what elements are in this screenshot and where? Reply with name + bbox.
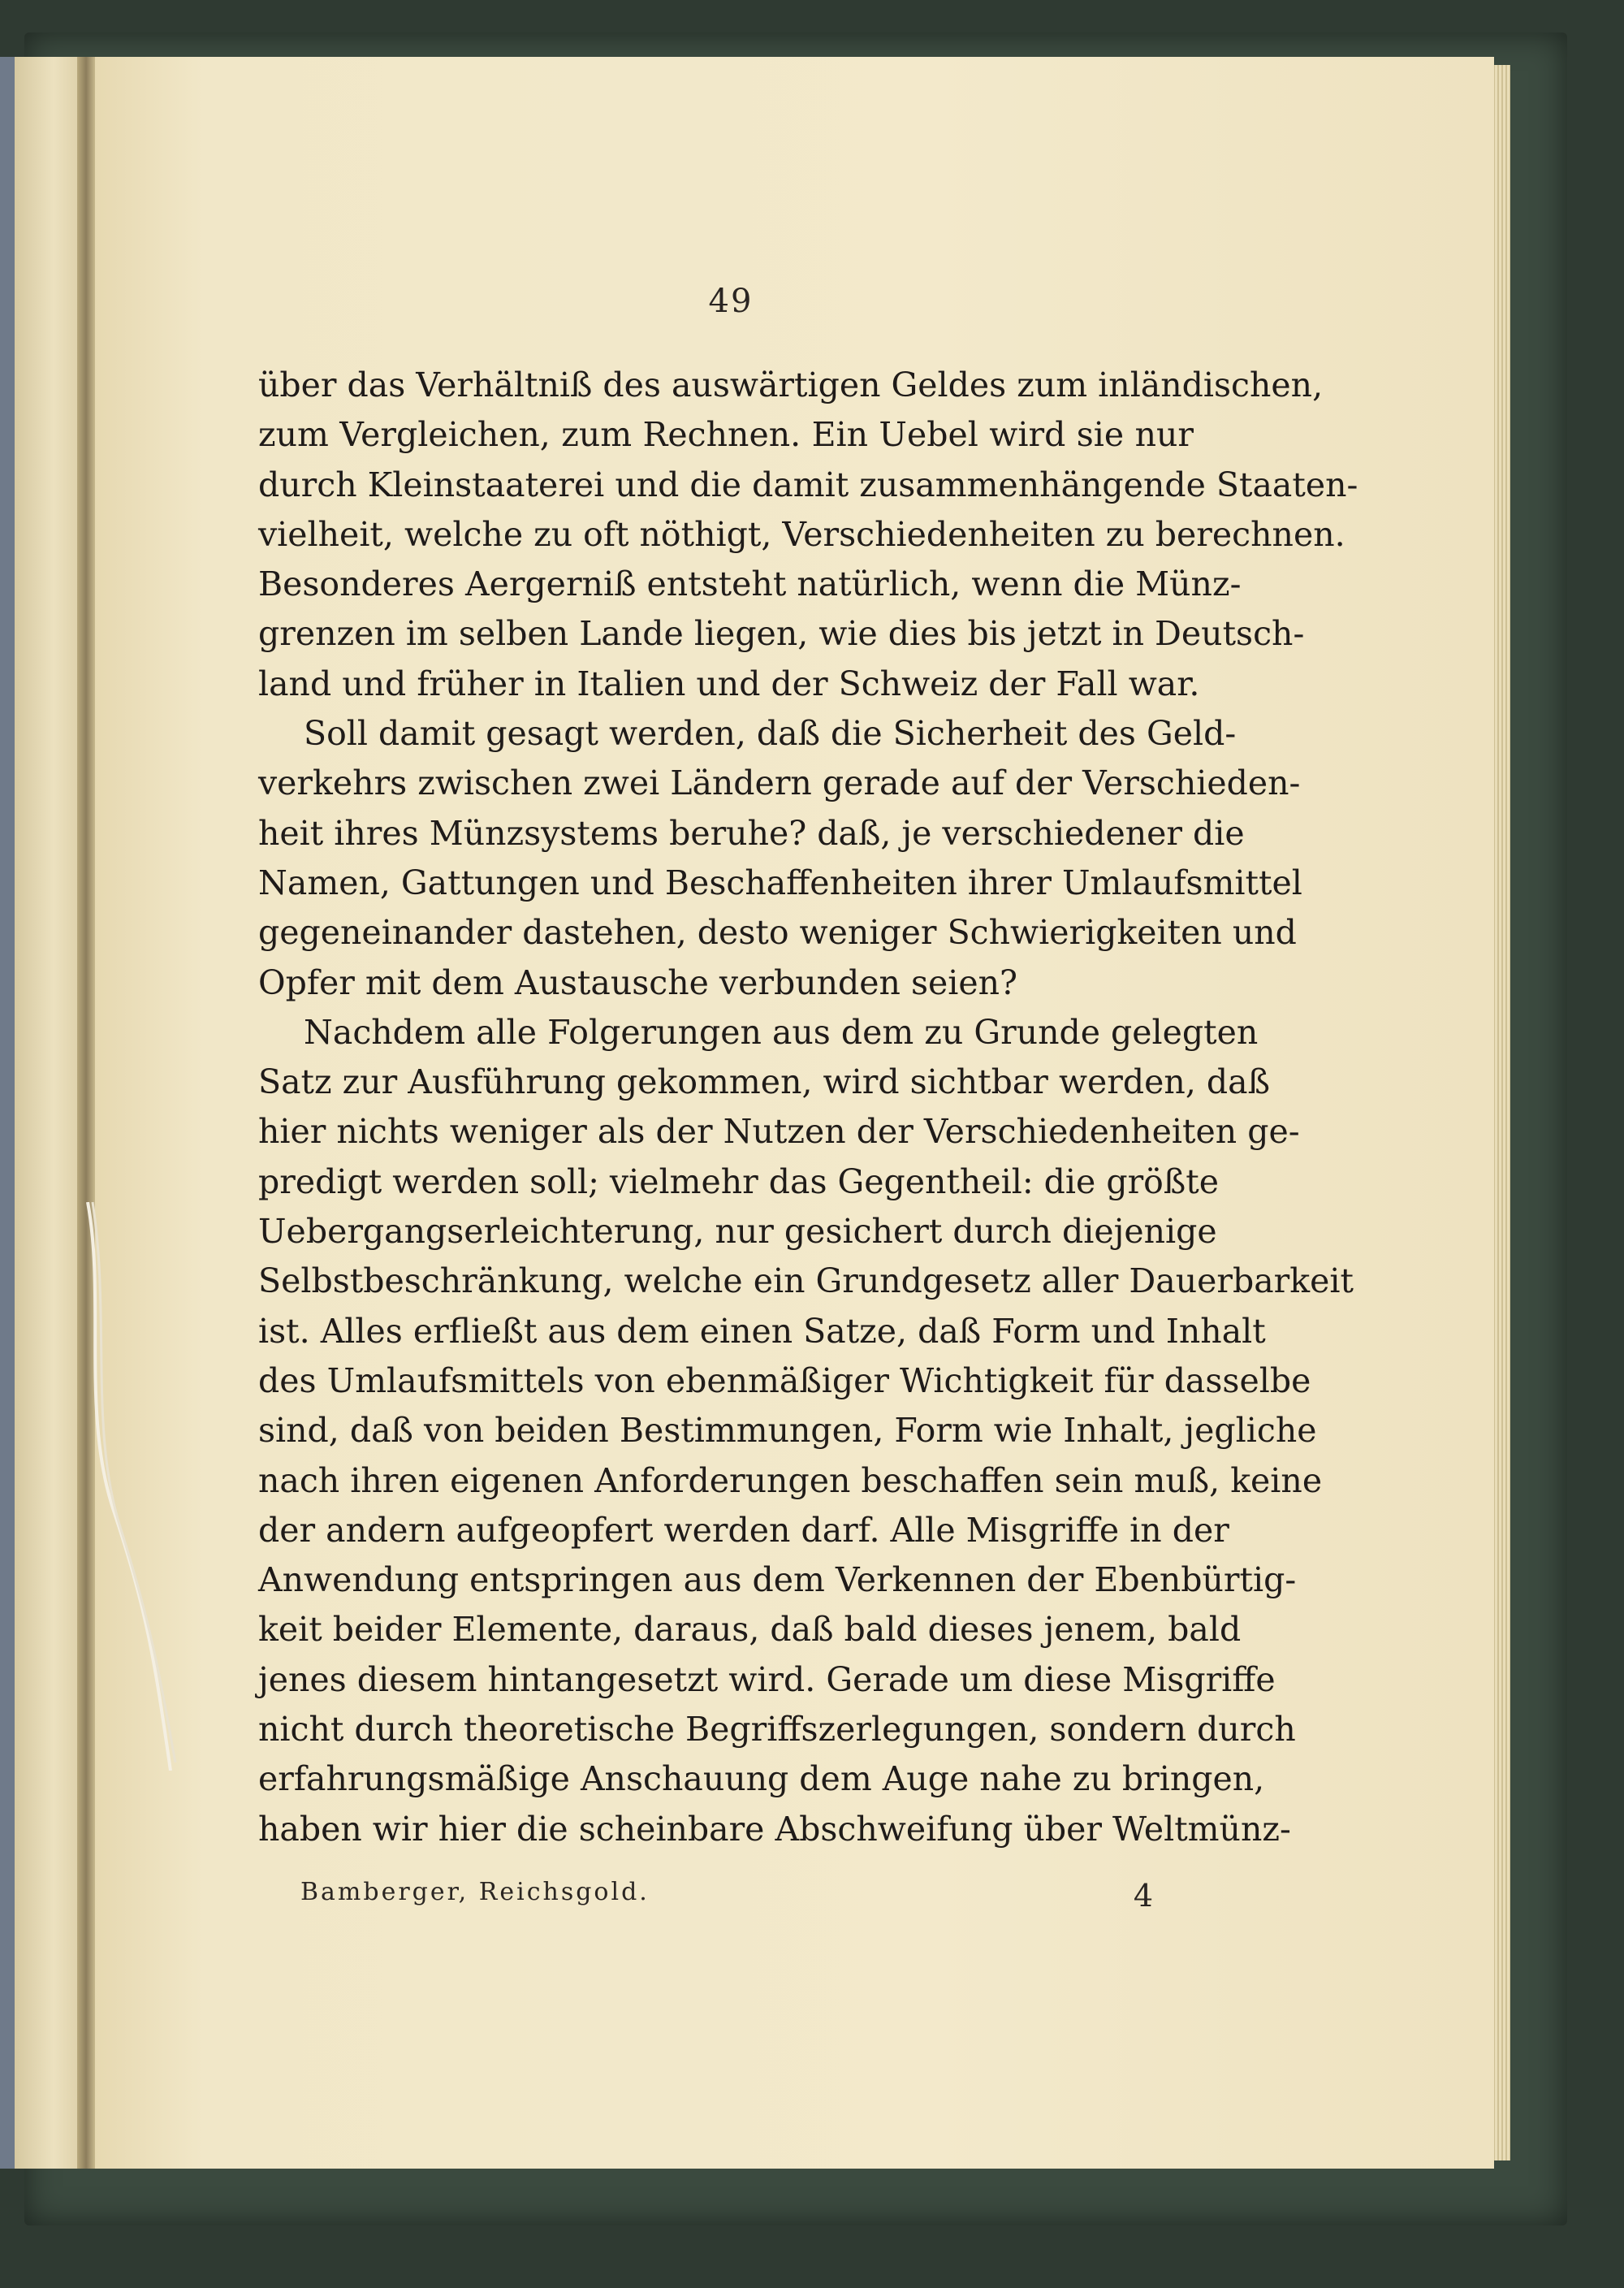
text-line: nicht durch theoretische Begriffszerlegungen, sondern durch — [258, 1710, 1296, 1750]
page-footer — [300, 1878, 1153, 1914]
body-text — [258, 361, 1358, 1854]
text-line: grenzen im selben Lande liegen, wie dies bis jetzt in Deutsch- — [258, 614, 1305, 654]
text-line: ist. Alles erfließt aus dem einen Satze, daß Form und Inhalt — [258, 1311, 1266, 1351]
text-line: Namen, Gattungen und Beschaffenheiten ihrer Umlaufsmittel — [258, 863, 1302, 902]
text-line: Opfer mit dem Austausche verbunden seien? — [258, 962, 1018, 1002]
text-line: land und früher in Italien und der Schweiz der Fall war. — [258, 664, 1200, 703]
text-line: erfahrungsmäßige Anschauung dem Auge nahe zu bringen, — [258, 1759, 1265, 1799]
text-line: sind, daß von beiden Bestimmungen, Form wie Inhalt, jegliche — [258, 1411, 1317, 1451]
signature-mark: 4 — [1133, 1878, 1153, 1914]
bookmark-thread — [81, 1202, 179, 1771]
page-gutter — [77, 57, 95, 2169]
text-line: jenes diesem hintangesetzt wird. Gerade um diese Misgriffe — [258, 1659, 1276, 1699]
text-line: nach ihren eigenen Anforderungen beschaffen sein muß, keine — [258, 1460, 1323, 1500]
text-line: haben wir hier die scheinbare Abschweifung über Weltmünz- — [258, 1809, 1291, 1849]
text-line: der andern aufgeopfert werden darf. Alle Misgriffe in der — [258, 1510, 1229, 1550]
text-line: Nachdem alle Folgerungen aus dem zu Grunde gelegten — [304, 1012, 1259, 1052]
text-line: heit ihres Münzsystems beruhe? daß, je verschiedener die — [258, 813, 1245, 853]
text-line: Satz zur Ausführung gekommen, wird sichtbar werden, daß — [258, 1062, 1270, 1102]
text-line: keit beider Elemente, daraus, daß bald dieses jenem, bald — [258, 1610, 1242, 1650]
text-line: Besonderes Aergerniß entsteht natürlich, wenn die Münz- — [258, 564, 1242, 604]
text-line: zum Vergleichen, zum Rechnen. Ein Uebel wird sie nur — [258, 415, 1194, 455]
text-line: predigt werden soll; vielmehr das Gegentheil: die größte — [258, 1161, 1219, 1201]
left-cover-edge — [0, 57, 15, 2169]
page-number: 49 — [708, 283, 754, 320]
text-line: gegeneinander dastehen, desto weniger Schwierigkeiten und — [258, 913, 1297, 953]
text-line: hier nichts weniger als der Nutzen der Verschiedenheiten ge- — [258, 1112, 1300, 1152]
text-line: Selbstbeschränkung, welche ein Grundgesetz aller Dauerbarkeit — [258, 1261, 1354, 1301]
text-line: verkehrs zwischen zwei Ländern gerade auf der Verschieden- — [258, 763, 1301, 803]
footer-author: Bamberger, Reichsgold. — [300, 1878, 650, 1906]
text-line: Uebergangserleichterung, nur gesichert durch diejenige — [258, 1212, 1217, 1252]
text-line: Soll damit gesagt werden, daß die Sicherheit des Geld- — [304, 714, 1237, 754]
text-line: durch Kleinstaaterei und die damit zusammenhängende Staaten- — [258, 465, 1358, 504]
text-line: Anwendung entspringen aus dem Verkennen der Ebenbürtig- — [258, 1560, 1297, 1600]
text-line: vielheit, welche zu oft nöthigt, Verschiedenheiten zu berechnen. — [258, 514, 1345, 554]
text-line: über das Verhältniß des auswärtigen Geldes zum inländischen, — [258, 365, 1324, 404]
text-line: des Umlaufsmittels von ebenmäßiger Wichtigkeit für dasselbe — [258, 1360, 1311, 1400]
